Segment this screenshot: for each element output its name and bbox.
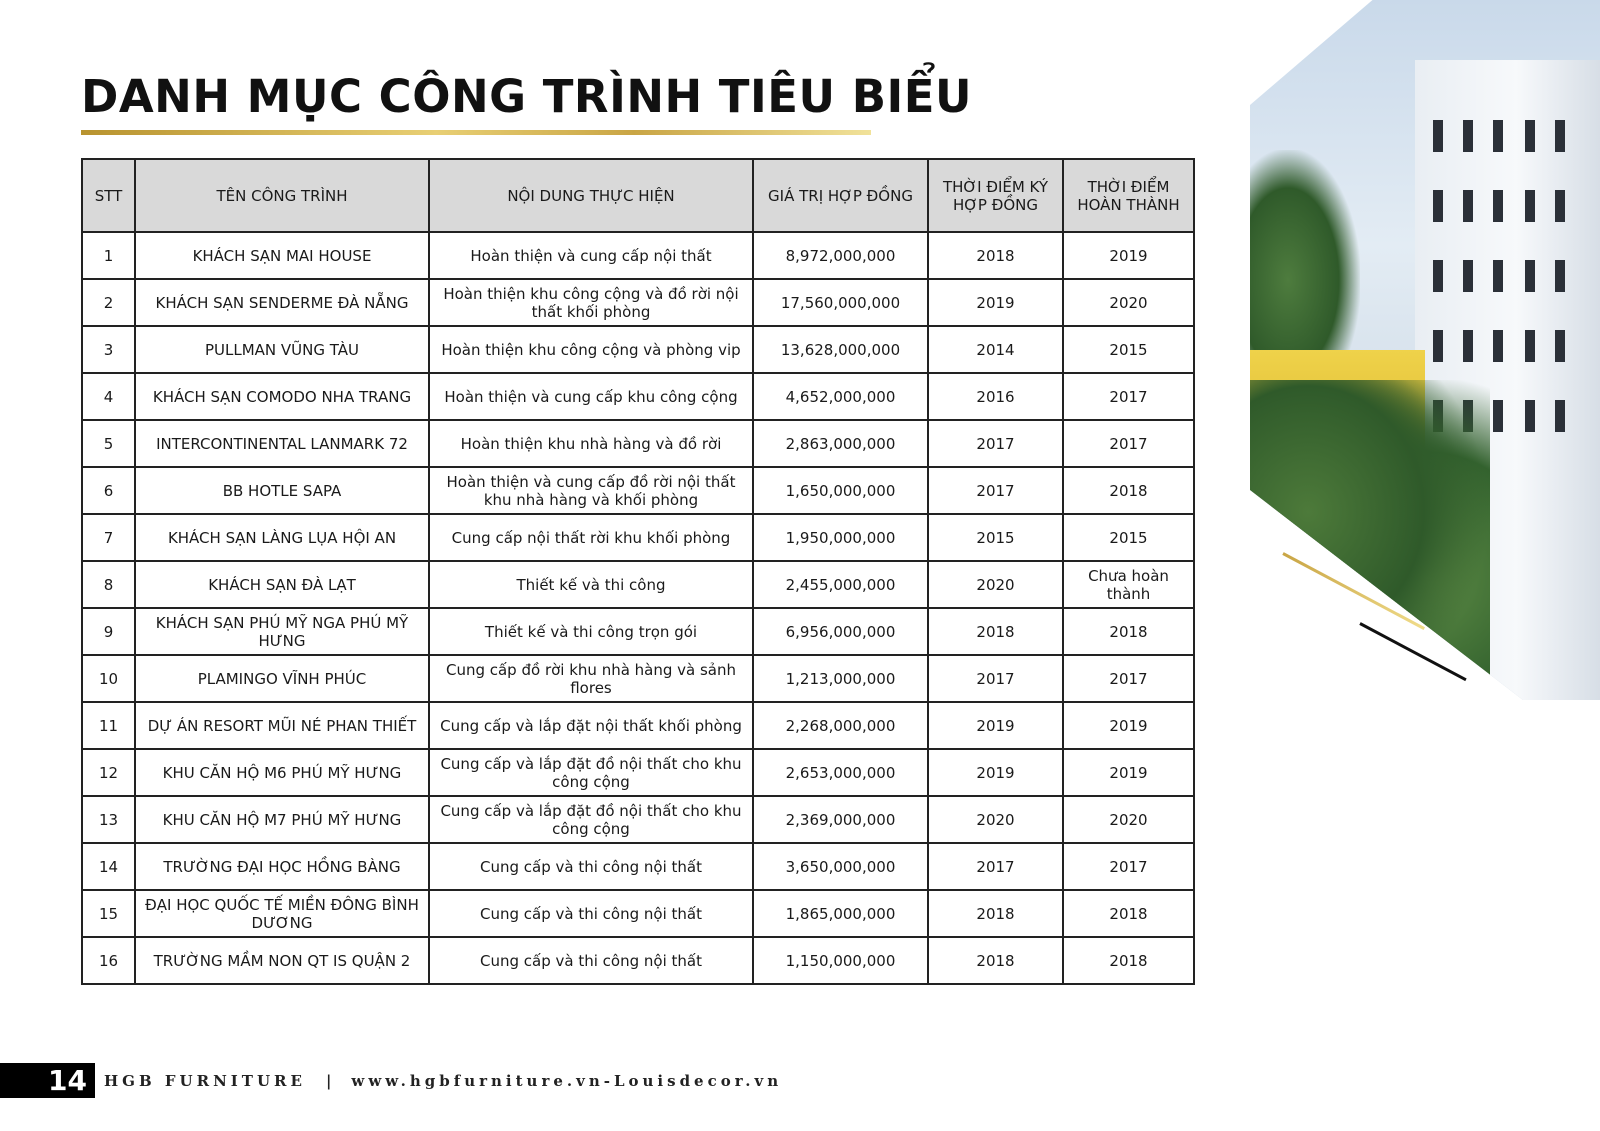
- cell-completed-year: 2018: [1063, 467, 1194, 514]
- footer-separator: |: [325, 1072, 332, 1090]
- cell-project-name: KHU CĂN HỘ M7 PHÚ MỸ HƯNG: [135, 796, 429, 843]
- cell-completed-year: 2017: [1063, 420, 1194, 467]
- cell-signed-year: 2015: [928, 514, 1063, 561]
- cell-stt: 12: [82, 749, 135, 796]
- cell-stt: 10: [82, 655, 135, 702]
- cell-signed-year: 2018: [928, 608, 1063, 655]
- header-value: GIÁ TRỊ HỢP ĐỒNG: [753, 159, 928, 232]
- cell-completed-year: 2019: [1063, 702, 1194, 749]
- projects-table: [81, 158, 1195, 985]
- table-row: [82, 749, 1194, 796]
- cell-work-content: Cung cấp và lắp đặt nội thất khối phòng: [429, 702, 753, 749]
- cell-signed-year: 2017: [928, 420, 1063, 467]
- cell-project-name: KHÁCH SẠN PHÚ MỸ NGA PHÚ MỸ HƯNG: [135, 608, 429, 655]
- cell-contract-value: 17,560,000,000: [753, 279, 928, 326]
- cell-project-name: PLAMINGO VĨNH PHÚC: [135, 655, 429, 702]
- table-row: [82, 843, 1194, 890]
- cell-stt: 13: [82, 796, 135, 843]
- cell-signed-year: 2018: [928, 232, 1063, 279]
- cell-stt: 2: [82, 279, 135, 326]
- cell-completed-year: 2017: [1063, 373, 1194, 420]
- table-row: [82, 514, 1194, 561]
- table-row: [82, 232, 1194, 279]
- cell-work-content: Hoàn thiện khu nhà hàng và đồ rời: [429, 420, 753, 467]
- cell-stt: 3: [82, 326, 135, 373]
- cell-signed-year: 2019: [928, 279, 1063, 326]
- cell-work-content: Cung cấp đồ rời khu nhà hàng và sảnh flores: [429, 655, 753, 702]
- cell-contract-value: 6,956,000,000: [753, 608, 928, 655]
- table-row: [82, 608, 1194, 655]
- cell-completed-year: 2015: [1063, 514, 1194, 561]
- cell-contract-value: 3,650,000,000: [753, 843, 928, 890]
- table-row: [82, 373, 1194, 420]
- table-row: [82, 326, 1194, 373]
- cell-contract-value: 13,628,000,000: [753, 326, 928, 373]
- table-row: [82, 796, 1194, 843]
- cell-completed-year: 2020: [1063, 796, 1194, 843]
- cell-completed-year: 2018: [1063, 608, 1194, 655]
- cell-work-content: Hoàn thiện và cung cấp đồ rời nội thất khu nhà hàng và khối phòng: [429, 467, 753, 514]
- cell-contract-value: 1,650,000,000: [753, 467, 928, 514]
- cell-contract-value: 2,863,000,000: [753, 420, 928, 467]
- cell-project-name: TRƯỜNG ĐẠI HỌC HỒNG BÀNG: [135, 843, 429, 890]
- header-completed: THỜI ĐIỂM HOÀN THÀNH: [1063, 159, 1194, 232]
- cell-completed-year: 2018: [1063, 937, 1194, 984]
- cell-signed-year: 2018: [928, 937, 1063, 984]
- cell-work-content: Thiết kế và thi công trọn gói: [429, 608, 753, 655]
- cell-work-content: Hoàn thiện khu công cộng và phòng vip: [429, 326, 753, 373]
- cell-project-name: DỰ ÁN RESORT MŨI NÉ PHAN THIẾT: [135, 702, 429, 749]
- header-name: TÊN CÔNG TRÌNH: [135, 159, 429, 232]
- cell-contract-value: 2,653,000,000: [753, 749, 928, 796]
- cell-contract-value: 1,950,000,000: [753, 514, 928, 561]
- cell-stt: 14: [82, 843, 135, 890]
- cell-project-name: TRƯỜNG MẦM NON QT IS QUẬN 2: [135, 937, 429, 984]
- cell-stt: 4: [82, 373, 135, 420]
- cell-project-name: ĐẠI HỌC QUỐC TẾ MIỀN ĐÔNG BÌNH DƯƠNG: [135, 890, 429, 937]
- cell-completed-year: 2017: [1063, 843, 1194, 890]
- cell-completed-year: 2018: [1063, 890, 1194, 937]
- footer-website[interactable]: www.hgbfurniture.vn-Louisdecor.vn: [351, 1072, 783, 1090]
- title-gold-rule: [81, 130, 871, 135]
- cell-signed-year: 2020: [928, 796, 1063, 843]
- cell-contract-value: 4,652,000,000: [753, 373, 928, 420]
- footer-brand-line: [104, 1072, 782, 1090]
- cell-signed-year: 2017: [928, 843, 1063, 890]
- header-content: NỘI DUNG THỰC HIỆN: [429, 159, 753, 232]
- cell-signed-year: 2017: [928, 655, 1063, 702]
- cell-contract-value: 2,455,000,000: [753, 561, 928, 608]
- cell-work-content: Cung cấp và thi công nội thất: [429, 890, 753, 937]
- cell-stt: 15: [82, 890, 135, 937]
- cell-stt: 6: [82, 467, 135, 514]
- cell-project-name: PULLMAN VŨNG TÀU: [135, 326, 429, 373]
- table-row: [82, 937, 1194, 984]
- table-body: [82, 232, 1194, 984]
- header-stt: STT: [82, 159, 135, 232]
- cell-project-name: KHÁCH SẠN LÀNG LỤA HỘI AN: [135, 514, 429, 561]
- hotel-building-photo: [1250, 0, 1600, 700]
- cell-signed-year: 2014: [928, 326, 1063, 373]
- table-row: [82, 890, 1194, 937]
- cell-completed-year: Chưa hoàn thành: [1063, 561, 1194, 608]
- cell-stt: 11: [82, 702, 135, 749]
- cell-project-name: BB HOTLE SAPA: [135, 467, 429, 514]
- cell-stt: 7: [82, 514, 135, 561]
- cell-work-content: Cung cấp và lắp đặt đồ nội thất cho khu công cộng: [429, 749, 753, 796]
- footer-brand: HGB FURNITURE: [104, 1072, 306, 1090]
- table-row: [82, 655, 1194, 702]
- cell-contract-value: 2,369,000,000: [753, 796, 928, 843]
- cell-work-content: Cung cấp nội thất rời khu khối phòng: [429, 514, 753, 561]
- cell-completed-year: 2015: [1063, 326, 1194, 373]
- cell-signed-year: 2019: [928, 702, 1063, 749]
- cell-work-content: Cung cấp và thi công nội thất: [429, 843, 753, 890]
- cell-signed-year: 2016: [928, 373, 1063, 420]
- cell-work-content: Cung cấp và thi công nội thất: [429, 937, 753, 984]
- cell-contract-value: 8,972,000,000: [753, 232, 928, 279]
- cell-stt: 9: [82, 608, 135, 655]
- cell-project-name: KHU CĂN HỘ M6 PHÚ MỸ HƯNG: [135, 749, 429, 796]
- cell-project-name: INTERCONTINENTAL LANMARK 72: [135, 420, 429, 467]
- cell-project-name: KHÁCH SẠN MAI HOUSE: [135, 232, 429, 279]
- cell-work-content: Thiết kế và thi công: [429, 561, 753, 608]
- table-row: [82, 279, 1194, 326]
- cell-contract-value: 2,268,000,000: [753, 702, 928, 749]
- cell-contract-value: 1,213,000,000: [753, 655, 928, 702]
- cell-project-name: KHÁCH SẠN SENDERME ĐÀ NẴNG: [135, 279, 429, 326]
- table-row: [82, 420, 1194, 467]
- header-signed: THỜI ĐIỂM KÝ HỢP ĐỒNG: [928, 159, 1063, 232]
- page-number-badge: 14: [0, 1063, 95, 1098]
- cell-completed-year: 2020: [1063, 279, 1194, 326]
- cell-signed-year: 2020: [928, 561, 1063, 608]
- cell-stt: 5: [82, 420, 135, 467]
- cell-stt: 1: [82, 232, 135, 279]
- cell-signed-year: 2018: [928, 890, 1063, 937]
- cell-work-content: Cung cấp và lắp đặt đồ nội thất cho khu công cộng: [429, 796, 753, 843]
- cell-stt: 8: [82, 561, 135, 608]
- table-header-row: [82, 159, 1194, 232]
- cell-work-content: Hoàn thiện khu công cộng và đồ rời nội thất khối phòng: [429, 279, 753, 326]
- cell-project-name: KHÁCH SẠN ĐÀ LẠT: [135, 561, 429, 608]
- cell-project-name: KHÁCH SẠN COMODO NHA TRANG: [135, 373, 429, 420]
- cell-work-content: Hoàn thiện và cung cấp khu công cộng: [429, 373, 753, 420]
- table-row: [82, 561, 1194, 608]
- cell-completed-year: 2019: [1063, 232, 1194, 279]
- table-row: [82, 467, 1194, 514]
- cell-completed-year: 2017: [1063, 655, 1194, 702]
- cell-contract-value: 1,150,000,000: [753, 937, 928, 984]
- cell-completed-year: 2019: [1063, 749, 1194, 796]
- cell-stt: 16: [82, 937, 135, 984]
- cell-work-content: Hoàn thiện và cung cấp nội thất: [429, 232, 753, 279]
- cell-signed-year: 2019: [928, 749, 1063, 796]
- table-row: [82, 702, 1194, 749]
- cell-contract-value: 1,865,000,000: [753, 890, 928, 937]
- page-title: DANH MỤC CÔNG TRÌNH TIÊU BIỂU: [81, 70, 973, 123]
- cell-signed-year: 2017: [928, 467, 1063, 514]
